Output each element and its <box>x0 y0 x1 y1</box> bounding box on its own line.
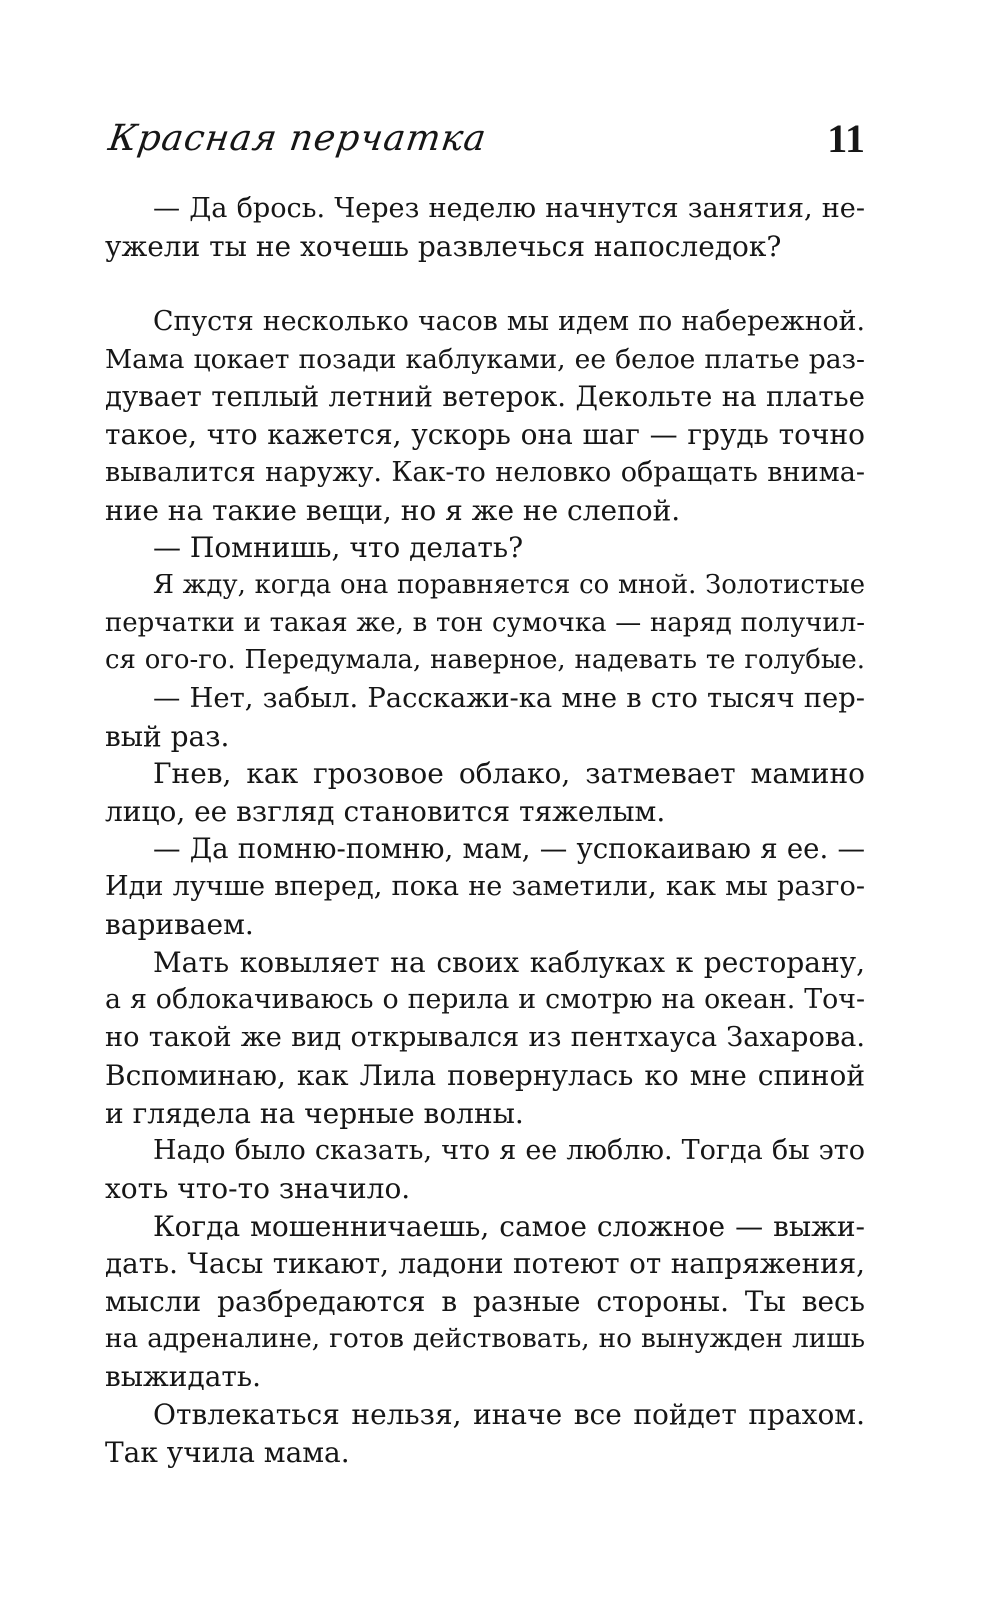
text-line: вый раз. <box>105 719 230 753</box>
text-line: — Нет, забыл. Расскажи-ка мне в сто тысяч пер- <box>153 682 865 714</box>
page-number: 11 <box>827 116 865 161</box>
text-line: вывалится наружу. Как-то неловко обращать внима- <box>105 456 865 488</box>
text-line: Иди лучше вперед, пока не заметили, как мы разго- <box>105 871 865 903</box>
text-line: Спустя несколько часов мы идем по набережной. <box>153 306 865 338</box>
text-line: но такой же вид открывался из пентхауса Захарова. <box>105 1022 865 1054</box>
book-title: Красная перчатка <box>105 118 490 159</box>
text-line: ужели ты не хочешь развлечься напоследок? <box>105 229 782 263</box>
text-line: Отвлекаться нельзя, иначе все пойдет прахом. <box>153 1398 865 1431</box>
text-line: Так учила мама. <box>105 1435 350 1469</box>
text-line: Мать ковыляет на своих каблуках к ресторану, <box>153 945 865 979</box>
text-line: хоть что-то значило. <box>105 1171 411 1205</box>
text-line: перчатки и такая же, в тон сумочка — наряд получил- <box>105 607 865 638</box>
text-line: Вспоминаю, как Лила повернулась ко мне спиной <box>105 1058 865 1092</box>
text-line: ся ого-го. Передумала, наверное, надевать те голубые. <box>105 645 865 676</box>
text-line: ние на такие вещи, но я же не слепой. <box>105 493 681 527</box>
scene-break <box>105 265 865 303</box>
text-line: дать. Часы тикают, ладони потеют от напряжения, <box>105 1247 865 1281</box>
text-line: Я жду, когда она поравняется со мной. Золотистые <box>153 569 865 600</box>
text-line: вариваем. <box>105 908 254 942</box>
text-line: Надо было сказать, что я ее люблю. Тогда бы это <box>153 1135 865 1167</box>
text-line: Гнев, как грозовое облако, затмевает мамино <box>153 757 865 791</box>
body-text <box>105 190 865 1471</box>
text-line: и глядела на черные волны. <box>105 1096 524 1130</box>
text-line: на адреналине, готов действовать, но вынужден лишь <box>105 1323 865 1354</box>
text-line: а я облокачиваюсь о перила и смотрю на океан. Точ- <box>105 984 865 1016</box>
text-line: мысли разбредаются в разные стороны. Ты весь <box>105 1284 865 1318</box>
text-line: такое, что кажется, ускорь она шаг — грудь точно <box>105 418 865 452</box>
text-line: — Да брось. Через неделю начнутся занятия, не- <box>153 193 865 224</box>
text-line: дувает теплый летний ветерок. Декольте на платье <box>105 380 865 414</box>
text-line: лицо, ее взгляд становится тяжелым. <box>105 795 666 828</box>
running-header <box>105 112 865 166</box>
text-line: выжидать. <box>105 1360 262 1394</box>
text-line: Когда мошенничаешь, самое сложное — выжи- <box>153 1209 865 1243</box>
text-line: — Да помню-помню, мам, — успокаиваю я ее. — <box>153 832 865 865</box>
text-line: — Помнишь, что делать? <box>153 531 524 565</box>
text-line: Мама цокает позади каблуками, ее белое платье раз- <box>105 343 865 375</box>
